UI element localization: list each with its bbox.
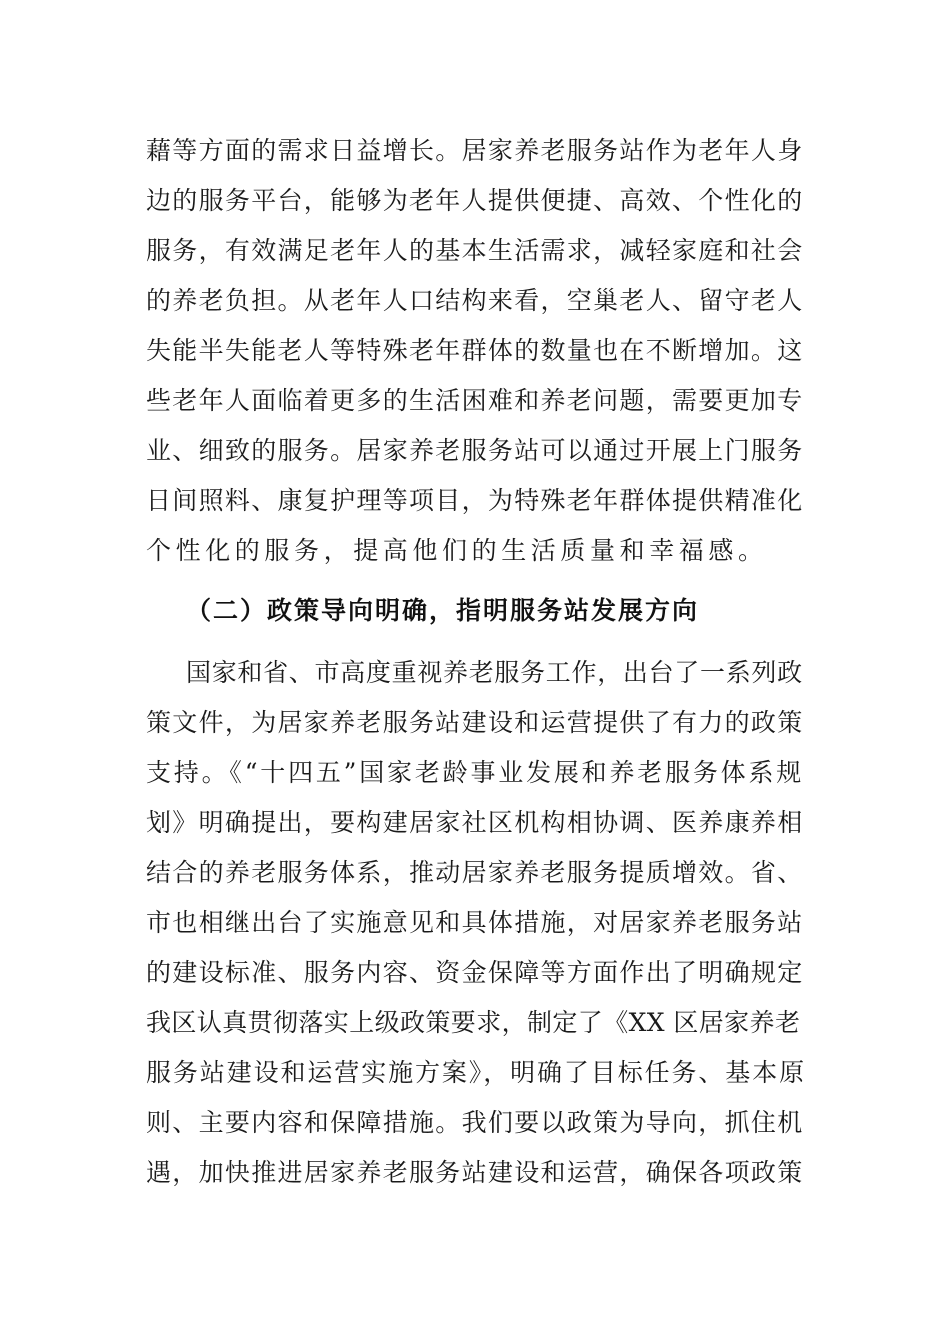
- text-line: 策文件，为居家养老服务站建设和运营提供了有力的政策: [146, 708, 804, 737]
- text-line: 划》明确提出，要构建居家社区机构相协调、医养康养相: [146, 808, 804, 837]
- text-line: 服务站建设和运营实施方案》，明确了目标任务、基本原: [146, 1058, 807, 1087]
- text-line: 市也相继出台了实施意见和具体措施，对居家养老服务站: [146, 908, 804, 937]
- text-line: 的养老负担。从老年人口结构来看，空巢老人、留守老人: [146, 286, 804, 315]
- text-line: 藉等方面的需求日益增长。居家养老服务站作为老年人身: [146, 136, 804, 165]
- text-line: 支持。《“十四五”国家老龄事业发展和养老服务体系规: [146, 758, 805, 787]
- text-line: 日间照料、康复护理等项目，为特殊老年群体提供精准化: [146, 486, 804, 515]
- text-line: 失能半失能老人等特殊老年群体的数量也在不断增加。这: [146, 336, 804, 365]
- text-line: 则、主要内容和保障措施。我们要以政策为导向，抓住机: [146, 1108, 804, 1137]
- text-line: 些老年人面临着更多的生活困难和养老问题，需要更加专: [146, 386, 804, 415]
- text-line: 遇，加快推进居家养老服务站建设和运营，确保各项政策: [146, 1158, 804, 1187]
- text-line: 结合的养老服务体系，推动居家养老服务提质增效。省、: [146, 858, 804, 887]
- text-line: 服务，有效满足老年人的基本生活需求，减轻家庭和社会: [146, 236, 804, 265]
- text-line: 边的服务平台，能够为老年人提供便捷、高效、个性化的: [146, 186, 804, 215]
- text-line: 我区认真贯彻落实上级政策要求，制定了《XX 区居家养老: [146, 1008, 801, 1037]
- text-line: 国家和省、市高度重视养老服务工作，出台了一系列政: [186, 658, 803, 687]
- text-line: 个性化的服务，提高他们的生活质量和幸福感。: [146, 536, 768, 565]
- text-line: 的建设标准、服务内容、资金保障等方面作出了明确规定: [146, 958, 804, 987]
- text-line: 业、细致的服务。居家养老服务站可以通过开展上门服务: [146, 436, 804, 465]
- section-heading: （二）政策导向明确，指明服务站发展方向: [186, 596, 700, 625]
